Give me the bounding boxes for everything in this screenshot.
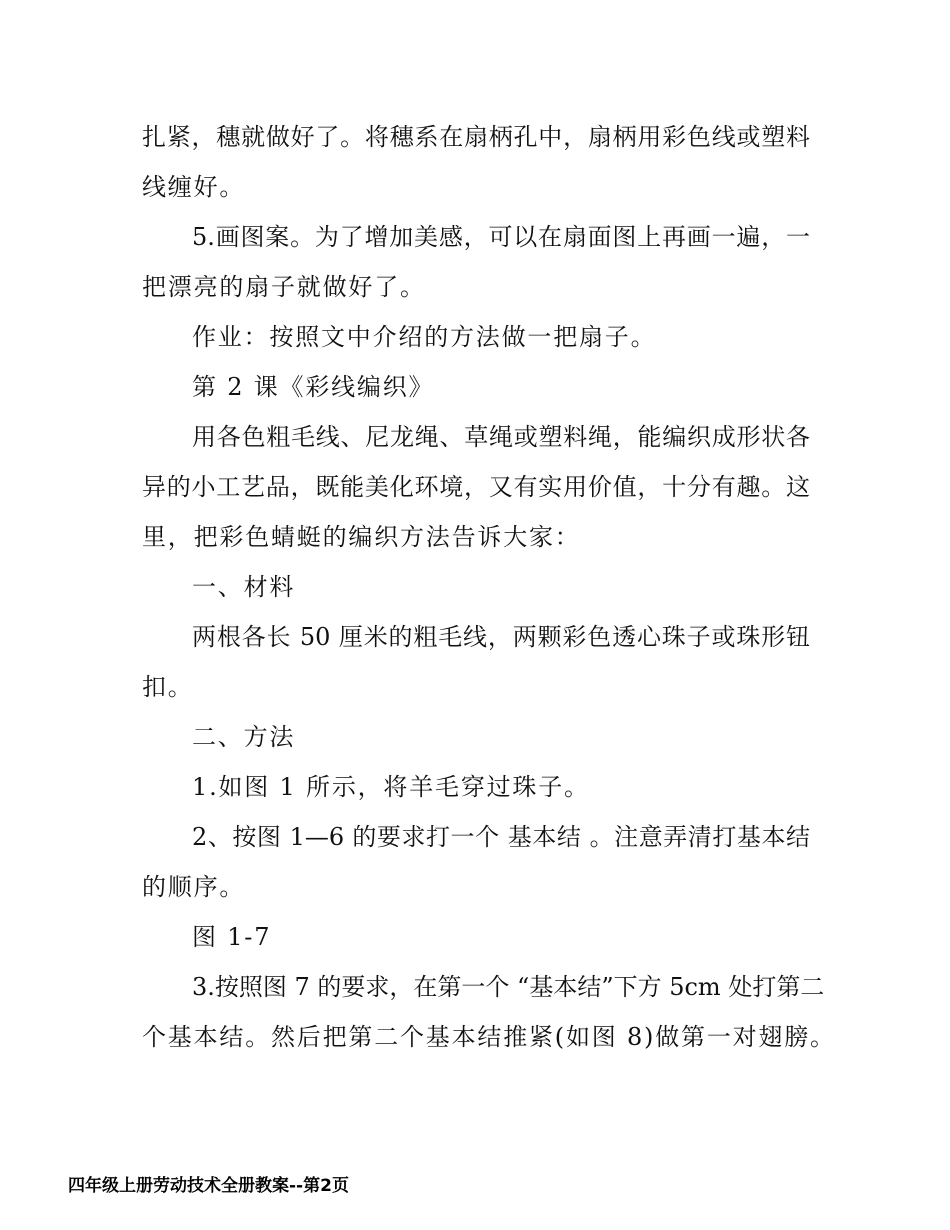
paragraph-line: 的顺序。 bbox=[142, 873, 246, 901]
figure-caption: 图 1-7 bbox=[192, 923, 272, 951]
paragraph-line: 5.画图案。为了增加美感，可以在扇面图上再画一遍，一 bbox=[192, 223, 810, 251]
subheading: 二、方法 bbox=[192, 723, 296, 751]
paragraph-line: 把漂亮的扇子就做好了。 bbox=[142, 273, 426, 301]
paragraph-line: 个基本结。然后把第二个基本结推紧(如图 8)做第一对翅膀。 bbox=[142, 1023, 836, 1051]
subheading: 一、材料 bbox=[192, 573, 296, 601]
paragraph-line: 2、按图 1—6 的要求打一个 基本结 。注意弄清打基本结 bbox=[192, 823, 810, 851]
paragraph-line: 作业：按照文中介绍的方法做一把扇子。 bbox=[192, 323, 657, 351]
paragraph-line: 扣。 bbox=[142, 673, 194, 701]
section-heading: 第 2 课《彩线编织》 bbox=[192, 373, 435, 401]
paragraph-line: 扎紧，穗就做好了。将穗系在扇柄孔中，扇柄用彩色线或塑料 bbox=[142, 123, 810, 151]
paragraph-line: 用各色粗毛线、尼龙绳、草绳或塑料绳，能编织成形状各 bbox=[192, 423, 810, 451]
page-footer: 四年级上册劳动技术全册教案--第2页 bbox=[68, 1176, 349, 1196]
paragraph-line: 里，把彩色蜻蜓的编织方法告诉大家： bbox=[142, 523, 581, 551]
paragraph-line: 两根各长 50 厘米的粗毛线，两颗彩色透心珠子或珠形钮 bbox=[192, 623, 810, 651]
paragraph-line: 线缠好。 bbox=[142, 173, 246, 201]
paragraph-line: 3.按照图 7 的要求，在第一个 “基本结”下方 5cm 处打第二 bbox=[192, 973, 825, 1001]
paragraph-line: 异的小工艺品，既能美化环境，又有实用价值，十分有趣。这 bbox=[142, 473, 810, 501]
paragraph-line: 1.如图 1 所示，将羊毛穿过珠子。 bbox=[192, 773, 590, 801]
